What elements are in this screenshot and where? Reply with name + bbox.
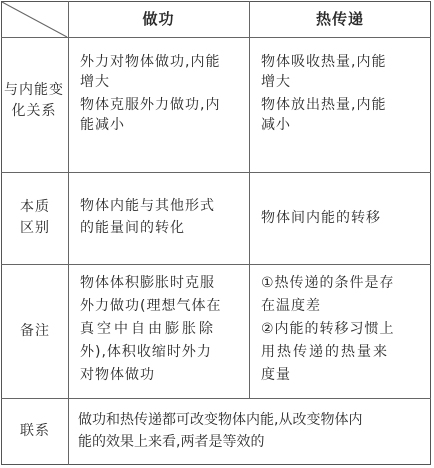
cell-line: 度量 <box>261 367 291 383</box>
row-divider <box>1 172 431 173</box>
cell-line: 减小 <box>261 117 291 133</box>
cell-connection <box>78 410 430 452</box>
row-label-line: 本质 <box>20 199 50 215</box>
cell-line: 外力对物体做功,内能 <box>80 54 221 70</box>
row-label-line: 与内能变 <box>4 82 64 98</box>
cell-line: ①热传递的条件是存 <box>261 275 395 291</box>
cell-line: 物体间内能的转移 <box>261 210 381 226</box>
row-label-notes <box>2 321 68 342</box>
column-divider <box>68 1 69 465</box>
row-divider <box>1 398 431 399</box>
cell-line: 物体体积膨胀时克服 <box>80 275 215 291</box>
row-label-line: 备注 <box>20 323 50 339</box>
row-label-line: 化关系 <box>11 103 57 119</box>
cell-line: 增大 <box>261 74 291 90</box>
cell-line: 物体内能与其他形式 <box>80 198 215 214</box>
cell-work-notes <box>80 272 248 387</box>
row-label-line: 区别 <box>20 220 50 236</box>
cell-line: 能的效果上来看,两者是等效的 <box>78 434 265 450</box>
cell-line: 用热传递的热量来 <box>261 344 389 360</box>
cell-line: 增大 <box>80 74 110 90</box>
cell-heat-essence <box>261 208 429 228</box>
row-label-relation <box>0 80 70 122</box>
cell-line: 物体克服外力做功,内 <box>80 97 221 113</box>
cell-heat-relation <box>261 52 429 135</box>
cell-line: ②内能的转移习惯上 <box>261 321 395 337</box>
row-label-line: 联系 <box>20 423 50 439</box>
cell-line: 外),体积收缩时外力 <box>80 344 212 360</box>
row-divider <box>1 264 431 265</box>
cell-line: 外力做功(理想气体在 <box>80 298 222 314</box>
header-col2: 热传递 <box>315 10 364 28</box>
cell-line: 物体放出热量,内能 <box>261 97 387 113</box>
cell-line: 能减小 <box>80 117 125 133</box>
cell-line: 的能量间的转化 <box>80 220 185 236</box>
cell-line: 做功和热传递都可改变物体内能,从改变物体内 <box>78 412 363 428</box>
cell-heat-notes <box>261 272 429 387</box>
row-label-essence <box>2 197 68 239</box>
cell-work-essence <box>80 196 248 238</box>
row-label-connection <box>2 421 68 442</box>
cell-line: 对物体做功 <box>80 367 155 383</box>
cell-line: 在温度差 <box>261 298 321 314</box>
cell-line: 真空中自由膨胀除 <box>80 321 216 337</box>
cell-line: 物体吸收热量,内能 <box>261 54 387 70</box>
cell-work-relation <box>80 52 248 135</box>
header-col1: 做功 <box>142 10 175 28</box>
row-divider <box>1 37 431 38</box>
column-divider <box>249 1 250 398</box>
